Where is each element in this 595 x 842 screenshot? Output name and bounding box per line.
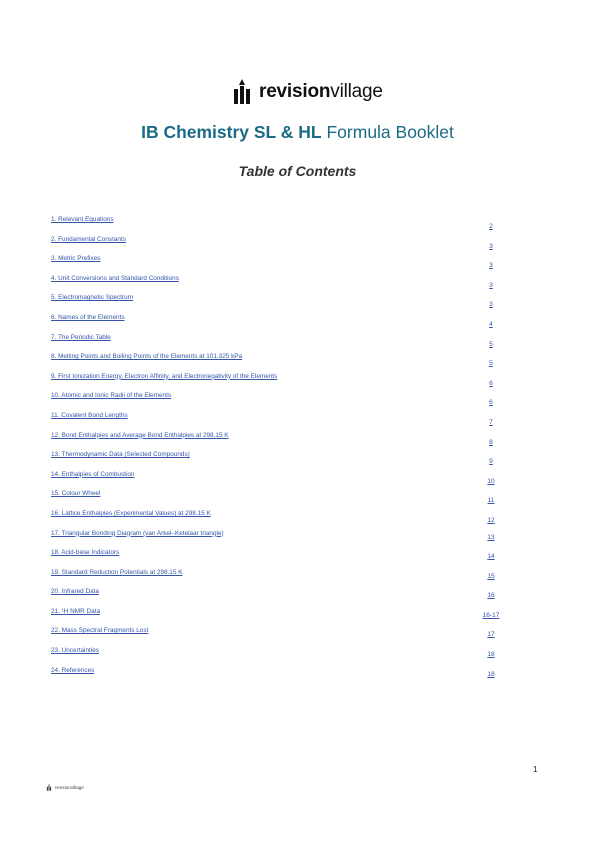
table-of-contents <box>51 216 511 686</box>
toc-entry[interactable] <box>51 294 511 314</box>
toc-entry-page-link[interactable]: 13 <box>487 533 495 541</box>
title-bold: IB Chemistry SL & HL <box>141 122 322 142</box>
toc-entry[interactable] <box>51 314 511 334</box>
toc-entry[interactable] <box>51 490 511 510</box>
toc-entry-link[interactable]: 1. Relevant Equations <box>51 216 114 223</box>
toc-entry[interactable] <box>51 608 511 628</box>
toc-entry-link[interactable]: 12. Bond Enthalpies and Average Bond Enthalpies at 298.15 K <box>51 431 229 439</box>
toc-entry[interactable] <box>51 667 511 687</box>
toc-entry-page-link[interactable]: 3 <box>489 301 493 309</box>
toc-entry-page-link[interactable]: 16 <box>487 592 495 600</box>
toc-entry-link[interactable]: 18. Acid-base Indicators <box>51 549 120 557</box>
toc-entry-page-link[interactable]: 5 <box>489 360 493 368</box>
toc-entry-link[interactable]: 5. Electromagnetic Spectrum <box>51 294 134 302</box>
toc-entry[interactable] <box>51 471 511 491</box>
toc-entry-link[interactable]: 8. Melting Points and Boiling Points of the Elements at 101.325 kPa <box>51 353 243 361</box>
toc-entry[interactable] <box>51 373 511 393</box>
brand-logo <box>232 78 383 106</box>
brand-name: revisionvillage <box>259 81 383 102</box>
toc-entry[interactable] <box>51 236 511 256</box>
toc-entry-link[interactable]: 15. Colour Wheel <box>51 490 101 498</box>
toc-entry-page-link[interactable]: 15 <box>487 572 495 580</box>
toc-entry-page-link[interactable]: 14 <box>487 553 495 561</box>
toc-entry-link[interactable]: 3. Metric Prefixes <box>51 255 101 263</box>
title-regular: Formula Booklet <box>321 122 454 142</box>
toc-entry[interactable] <box>51 451 511 471</box>
toc-entry-link[interactable]: 21. ¹H NMR Data <box>51 607 101 615</box>
toc-entry[interactable] <box>51 392 511 412</box>
toc-entry-link[interactable]: 14. Enthalpies of Combustion <box>51 470 135 478</box>
toc-entry-link[interactable]: 11. Covalent Bond Lengths <box>51 411 128 419</box>
footer-logo <box>46 784 84 791</box>
toc-entry[interactable] <box>51 647 511 667</box>
toc-entry[interactable] <box>51 255 511 275</box>
toc-entry[interactable] <box>51 510 511 530</box>
toc-entry[interactable] <box>51 530 511 550</box>
toc-entry-link[interactable]: 6. Names of the Elements <box>51 313 125 321</box>
toc-entry[interactable] <box>51 549 511 569</box>
toc-entry-link[interactable]: 2. Fundamental Constants <box>51 235 126 243</box>
toc-entry[interactable] <box>51 569 511 589</box>
toc-entry-page-link[interactable]: 3 <box>489 281 493 289</box>
toc-entry-page-link[interactable]: 18 <box>487 670 495 678</box>
toc-entry-link[interactable]: 23. Uncertainties <box>51 647 99 655</box>
toc-entry-link[interactable]: 17. Triangular Bonding Diagram (van Arkel–Ketelaar triangle) <box>51 529 224 537</box>
toc-entry[interactable] <box>51 412 511 432</box>
toc-entry-link[interactable]: 16. Lattice Enthalpies (Experimental Values) at 298.15 K <box>51 509 211 517</box>
toc-entry-page-link[interactable]: 18 <box>487 651 495 659</box>
toc-entry-page-link[interactable]: 7 <box>489 418 493 426</box>
toc-heading: Table of Contents <box>238 163 357 179</box>
toc-entry-link[interactable]: 7. The Periodic Table <box>51 333 111 341</box>
pencil-bars-icon <box>232 79 252 105</box>
toc-entry[interactable] <box>51 275 511 295</box>
toc-entry-page-link[interactable]: 16-17 <box>482 611 500 619</box>
page-title <box>0 122 595 143</box>
toc-entry-page-link[interactable]: 12 <box>487 516 495 524</box>
toc-entry-page-link[interactable]: 2 <box>489 223 493 230</box>
toc-entry-link[interactable]: 24. References <box>51 666 95 674</box>
toc-entry[interactable] <box>51 432 511 452</box>
toc-entry-link[interactable]: 9. First Ionization Energy, Electron Affinity, and Electronegativity of the Elements <box>51 372 278 380</box>
page-number: 1 <box>533 765 538 774</box>
toc-entry-page-link[interactable]: 6 <box>489 399 493 407</box>
toc-entry[interactable] <box>51 334 511 354</box>
toc-entry-page-link[interactable]: 8 <box>489 438 493 446</box>
toc-entry-link[interactable]: 13. Thermodynamic Data (Selected Compounds) <box>51 451 190 459</box>
footer-brand: revisionvillage <box>55 785 84 790</box>
toc-entry-page-link[interactable]: 4 <box>489 320 493 328</box>
toc-entry-page-link[interactable]: 3 <box>489 242 493 250</box>
toc-entry-link[interactable]: 4. Unit Conversions and Standard Conditions <box>51 274 179 282</box>
toc-entry[interactable] <box>51 353 511 373</box>
toc-entry-link[interactable]: 19. Standard Reduction Potentials at 298.15 K <box>51 568 183 576</box>
toc-entry-page-link[interactable]: 6 <box>489 379 493 387</box>
toc-entry-page-link[interactable]: 3 <box>489 262 493 270</box>
toc-entry[interactable] <box>51 627 511 647</box>
toc-entry-page-link[interactable]: 11 <box>487 497 495 505</box>
toc-entry-link[interactable]: 20. Infrared Data <box>51 588 99 596</box>
toc-entry[interactable] <box>51 588 511 608</box>
toc-entry-page-link[interactable]: 9 <box>489 458 493 466</box>
toc-entry[interactable] <box>51 216 511 236</box>
toc-entry-page-link[interactable]: 5 <box>489 340 493 348</box>
toc-entry-link[interactable]: 10. Atomic and Ionic Radii of the Elements <box>51 392 172 400</box>
toc-entry-page-link[interactable]: 17 <box>487 631 495 639</box>
toc-entry-link[interactable]: 22. Mass Spectral Fragments Lost <box>51 627 149 635</box>
pencil-bars-icon <box>46 784 52 791</box>
toc-entry-page-link[interactable]: 10 <box>487 477 495 485</box>
